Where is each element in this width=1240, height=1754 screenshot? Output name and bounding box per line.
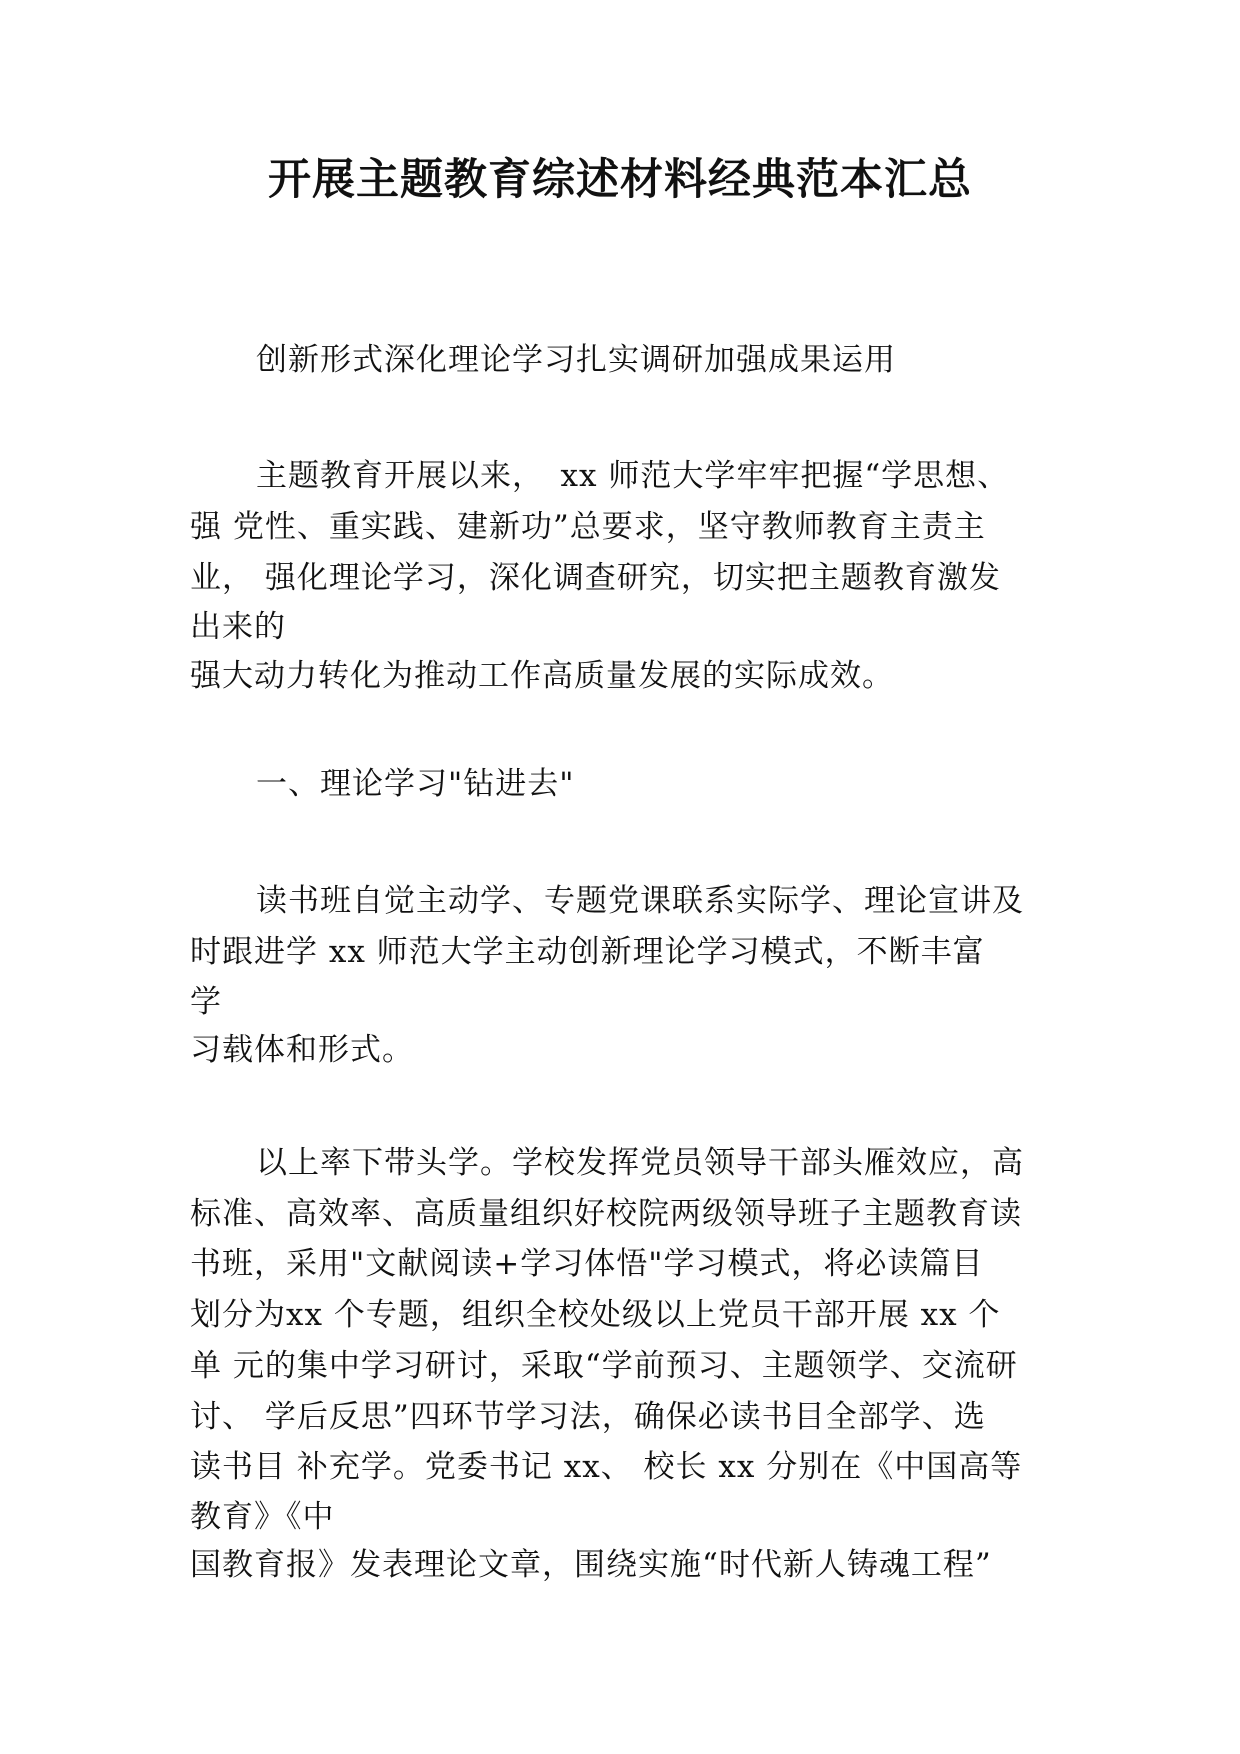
paragraph-2-line-1: 读书班自觉主动学、专题党课联系实际学、理论宣讲及	[256, 883, 1024, 919]
paragraph-3-line-7: 读书目 补充学。党委书记 xx、 校长 xx 分别在《中国高等	[190, 1449, 1023, 1485]
paragraph-1-line-1: 主题教育开展以来， xx 师范大学牢牢把握“学思想、	[256, 458, 1010, 494]
paragraph-3-line-9: 国教育报》发表理论文章，围绕实施“时代新人铸魂工程”	[190, 1547, 992, 1583]
paragraph-1-line-4: 出来的	[190, 609, 286, 645]
document-title: 开展主题教育综述材料经典范本汇总	[268, 155, 972, 205]
paragraph-3-line-2: 标准、高效率、高质量组织好校院两级领导班子主题教育读	[190, 1196, 1022, 1232]
paragraph-3-line-6: 讨、 学后反思”四环节学习法，确保必读书目全部学、选	[190, 1399, 986, 1435]
paragraph-1-line-2: 强 党性、重实践、建新功”总要求，坚守教师教育主责主	[190, 509, 986, 545]
paragraph-3-line-5: 单 元的集中学习研讨，采取“学前预习、主题领学、交流研	[190, 1348, 1018, 1384]
paragraph-3-line-8: 教育》《中	[190, 1499, 335, 1535]
paragraph-3-line-3: 书班，采用"文献阅读+学习体悟"学习模式，将必读篇目	[190, 1246, 984, 1282]
paragraph-2-line-4: 习载体和形式。	[190, 1032, 414, 1068]
paragraph-1-line-5: 强大动力转化为推动工作高质量发展的实际成效。	[190, 658, 894, 694]
paragraph-1-line-3: 业， 强化理论学习，深化调查研究，切实把主题教育激发	[190, 560, 1001, 596]
document-subtitle: 创新形式深化理论学习扎实调研加强成果运用	[256, 342, 896, 378]
paragraph-2-line-3: 学	[190, 984, 222, 1020]
paragraph-3-line-1: 以上率下带头学。学校发挥党员领导干部头雁效应，高	[256, 1145, 1024, 1181]
paragraph-3-line-4: 划分为xx 个专题，组织全校处级以上党员干部开展 xx 个	[190, 1297, 1001, 1333]
section-heading: 一、理论学习"钻进去"	[256, 766, 575, 802]
paragraph-2-line-2: 时跟进学 xx 师范大学主动创新理论学习模式，不断丰富	[190, 934, 985, 970]
